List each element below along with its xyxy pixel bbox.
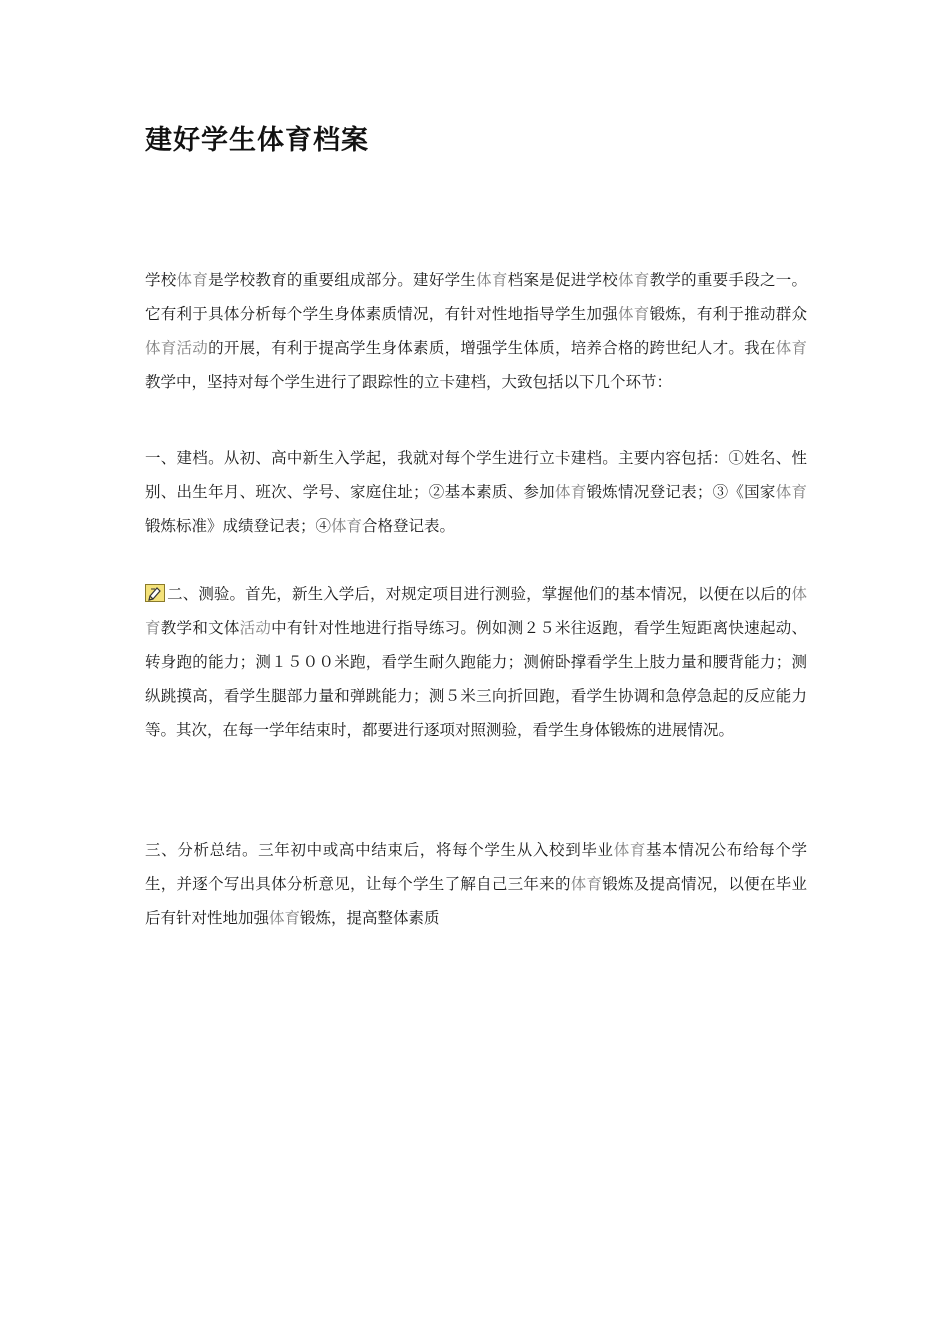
paragraph-text: 教学和文体: [160, 619, 240, 637]
paragraph-text: 三、分析总结。三年初中或高中结束后，将每个学生从入校到毕业: [145, 841, 614, 859]
keyword-link[interactable]: 体育: [618, 305, 650, 323]
keyword-link[interactable]: 体育: [554, 483, 587, 501]
paragraph-text: 合格登记表。: [362, 517, 456, 535]
keyword-link[interactable]: 体育: [618, 271, 650, 289]
comment-note-icon[interactable]: [145, 584, 165, 602]
paragraph-text: 学校: [145, 271, 177, 289]
paragraph-intro: [145, 263, 807, 399]
keyword-link[interactable]: 体育活动: [145, 339, 209, 357]
paragraph-text: 锻炼，有利于推动群众: [649, 305, 807, 323]
paragraph-text: 档案是促进学校: [507, 271, 619, 289]
keyword-link[interactable]: 体育: [476, 271, 508, 289]
paragraph-text: 中有针对性地进行指导练习。例如测２５米往返跑，看学生短距离快速起动、转身跑的能力；测１５００米跑，看学生耐久跑能力；测俯卧撑看学生上肢力量和腰背能力；测纵跳摸高，看学生腿部力量和弹跳能力；测５米三向折回跑，看学生协调和急停急起的反应能力等。其次，在每一学年结束时，都要进行逐项对照测验，看学生身体锻炼的进展情况。: [145, 619, 807, 739]
paragraph-section-2: [145, 577, 807, 747]
keyword-link[interactable]: 活动: [239, 619, 272, 637]
paragraph-text: 的开展，有利于提高学生身体素质，增强学生体质，培养合格的跨世纪人才。我在: [208, 339, 776, 357]
paragraph-text: 锻炼标准》成绩登记表；④: [145, 517, 332, 535]
paragraph-text: 是学校教育的重要组成部分。建好学生: [208, 271, 477, 289]
keyword-link[interactable]: 体育: [775, 483, 807, 501]
page-title: 建好学生体育档案: [145, 125, 369, 156]
paragraph-text: 教学中，坚持对每个学生进行了跟踪性的立卡建档，大致包括以下几个环节：: [145, 373, 673, 391]
paragraph-text: 二、测验。首先，新生入学后，对规定项目进行测验，掌握他们的基本情况，以便在以后的: [167, 585, 792, 603]
paragraph-text: 锻炼情况登记表；③《国家: [586, 483, 776, 501]
keyword-link[interactable]: 体育: [145, 585, 807, 637]
keyword-link[interactable]: 体育: [176, 271, 209, 289]
paragraph-text: 锻炼，提高整体素质: [300, 909, 440, 927]
paragraph-section-3: [145, 833, 807, 935]
keyword-link[interactable]: 体育: [331, 517, 363, 535]
paragraph-text: 教学的重要手段之一。它有利于具体分析每个学生身体素质情况，有针对性地指导学生加强: [145, 271, 807, 323]
keyword-link[interactable]: 体育: [775, 339, 807, 357]
keyword-link[interactable]: 体育: [570, 875, 603, 893]
paragraph-section-1: [145, 441, 807, 543]
paragraph-text: 基本情况公布给每个学生，并逐个写出具体分析意见，让每个学生了解自己三年来的: [145, 841, 807, 893]
keyword-link[interactable]: 体育: [613, 841, 647, 859]
paragraph-text: 一、建档。从初、高中新生入学起，我就对每个学生进行立卡建档。主要内容包括：①姓名、性别、出生年月、班次、学号、家庭住址；②基本素质、参加: [145, 449, 807, 501]
paragraph-text: 锻炼及提高情况，以便在毕业后有针对性地加强: [145, 875, 807, 927]
keyword-link[interactable]: 体育: [269, 909, 301, 927]
